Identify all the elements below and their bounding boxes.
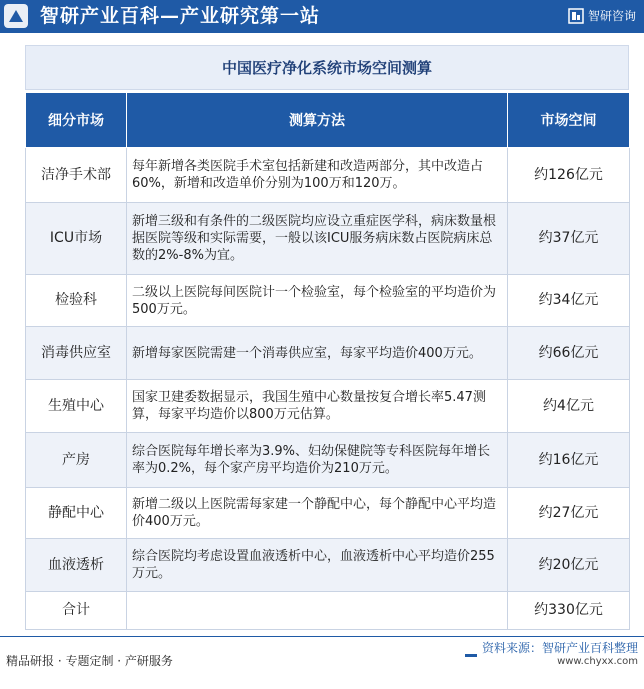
table-row <box>26 488 630 539</box>
segment-cell: 合计 <box>26 592 127 630</box>
footer-accent <box>465 654 477 657</box>
segment-cell: 血液透析 <box>26 539 127 592</box>
logo-icon <box>2 2 30 30</box>
segment-cell: 生殖中心 <box>26 380 127 433</box>
value-cell: 约34亿元 <box>508 275 630 327</box>
segment-cell: ICU市场 <box>26 203 127 275</box>
site-title: 智研产业百科—产业研究第一站 <box>40 5 321 27</box>
method-cell: 综合医院均考虑设置血液透析中心，血液透析中心平均造价255万元。 <box>127 539 508 592</box>
top-banner <box>0 0 644 33</box>
method-cell: 国家卫建委数据显示，我国生殖中心数量按复合增长率5.47测算，每家平均造价以800万元估算。 <box>127 380 508 433</box>
brand <box>568 7 636 25</box>
column-header-method: 测算方法 <box>127 93 508 148</box>
table-row <box>26 539 630 592</box>
segment-cell: 洁净手术部 <box>26 148 127 203</box>
column-header-value: 市场空间 <box>508 93 630 148</box>
brand-name: 智研咨询 <box>587 9 636 23</box>
method-cell: 新增每家医院需建一个消毒供应室，每家平均造价400万元。 <box>127 327 508 380</box>
table-caption: 中国医疗净化系统市场空间测算 <box>25 45 629 90</box>
method-cell: 综合医院每年增长率为3.9%、妇幼保健院等专科医院每年增长率为0.2%，每个家产房平均造价为210万元。 <box>127 433 508 488</box>
market-table <box>25 45 629 630</box>
brand-logo-icon <box>568 8 584 24</box>
method-cell: 新增三级和有条件的二级医院均应设立重症医学科，病床数量根据医院等级和实际需要，一般以该ICU服务病床数占医院病床总数的2%-8%为宜。 <box>127 203 508 275</box>
value-cell: 约37亿元 <box>508 203 630 275</box>
table-row <box>26 380 630 433</box>
segment-cell: 产房 <box>26 433 127 488</box>
method-cell: 每年新增各类医院手术室包括新建和改造两部分，其中改造占60%，新增和改造单价分别为100万和120万。 <box>127 148 508 203</box>
value-cell: 约20亿元 <box>508 539 630 592</box>
table-row <box>26 148 630 203</box>
table-row <box>26 203 630 275</box>
method-cell: 新增二级以上医院需每家建一个静配中心，每个静配中心平均造价400万元。 <box>127 488 508 539</box>
header-row <box>26 93 630 148</box>
value-cell: 约330亿元 <box>508 592 630 630</box>
method-cell: 二级以上医院每间医院计一个检验室，每个检验室的平均造价为500万元。 <box>127 275 508 327</box>
footer-url[interactable]: www.chyxx.com <box>557 656 638 667</box>
footer-divider <box>0 636 644 637</box>
segment-cell: 静配中心 <box>26 488 127 539</box>
value-cell: 约66亿元 <box>508 327 630 380</box>
method-cell <box>127 592 508 630</box>
segment-cell: 消毒供应室 <box>26 327 127 380</box>
table-row <box>26 327 630 380</box>
data-table <box>25 92 630 630</box>
value-cell: 约126亿元 <box>508 148 630 203</box>
table-row <box>26 275 630 327</box>
footer-services: 精品研报 · 专题定制 · 产研服务 <box>6 654 173 668</box>
value-cell: 约4亿元 <box>508 380 630 433</box>
value-cell: 约16亿元 <box>508 433 630 488</box>
column-header-segment: 细分市场 <box>26 93 127 148</box>
footer-source: 资料来源：智研产业百科整理 <box>481 641 638 655</box>
table-row-total <box>26 592 630 630</box>
table-row <box>26 433 630 488</box>
value-cell: 约27亿元 <box>508 488 630 539</box>
segment-cell: 检验科 <box>26 275 127 327</box>
